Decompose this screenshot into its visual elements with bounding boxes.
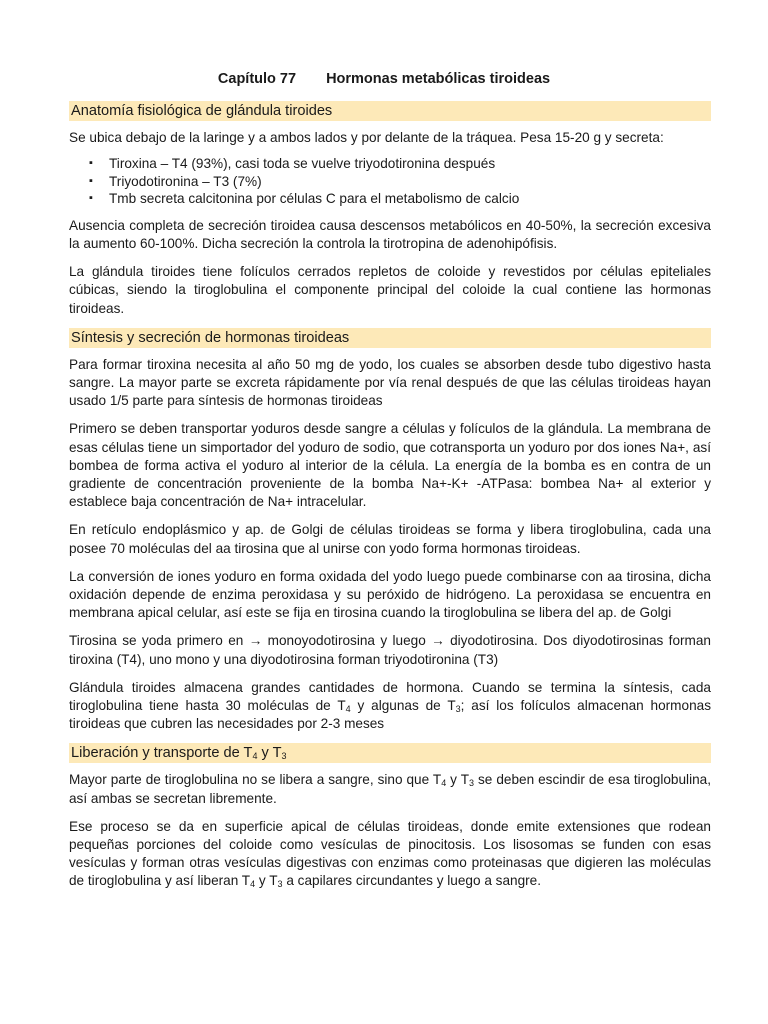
subscript: 4 xyxy=(250,879,256,890)
chapter-name: Hormonas metabólicas tiroideas xyxy=(326,71,551,87)
subscript: 4 xyxy=(441,778,447,789)
document-body xyxy=(69,101,711,901)
paragraph: Se ubica debajo de la laringe y a ambos lados y por delante de la tráquea. Pesa 15-20 g y secreta: xyxy=(69,130,664,145)
section-heading-sintesis: Síntesis y secreción de hormonas tiroideas xyxy=(69,328,711,348)
bullet-list xyxy=(69,155,711,208)
text-run: Mayor parte de tiroglobulina no se libera a sangre, sino que T xyxy=(69,772,442,788)
paragraph xyxy=(69,818,711,891)
paragraph: Primero se deben transportar yoduros desde sangre a células y folículos de la glándula. La membrana de esas células tiene un simportador del yoduro de sodio, que cotransporta un yoduro por dos iones Na+, así bombea de forma activa el yoduro al interior de la célula. La energía de la bomba es en contra de un gradiente de concentración proveniente de la bomba Na+-K+ -ATPasa: bombea Na+ al exterior y establece baja concentración de Na+ intracelular. xyxy=(69,421,711,510)
text-run: Liberación y transporte de T xyxy=(71,745,253,762)
paragraph: En retículo endoplásmico y ap. de Golgi de células tiroideas se forma y libera tiroglobulina, cada una posee 70 moléculas del aa tirosina que al unirse con yodo forma hormonas tiroideas. xyxy=(69,522,711,556)
section-heading-anatomia: Anatomía fisiológica de glándula tiroides xyxy=(69,101,711,121)
text-run: y T xyxy=(257,745,282,762)
text-run: ; así los folículos almacenan hormonas tiroideas que cubren las necesidades por 2-3 meses xyxy=(69,697,711,732)
paragraph: Para formar tiroxina necesita al año 50 mg de yodo, los cuales se absorben desde tubo digestivo hasta sangre. La mayor parte se excreta rápidamente por vía renal después de que las células tiroideas hayan usado 1/5 parte para síntesis de hormonas tiroideas xyxy=(69,356,711,409)
list-item: ▪ Tmb secreta calcitonina por células C para el metabolismo de calcio xyxy=(109,190,711,208)
paragraph: La glándula tiroides tiene folículos cerrados repletos de coloide y revestidos por células epiteliales cúbicas, siendo la tiroglobulina el componente principal del coloide la cual contiene las hormonas tiroideas. xyxy=(69,264,711,316)
chapter-number: Capítulo 77 xyxy=(217,71,297,87)
subscript: 4 xyxy=(345,703,351,714)
paragraph: Ausencia completa de secreción tiroidea causa descensos metabólicos en 40-50%, la secreción excesiva la aumento 60-100%. Dicha secreción la controla la tirotropina de adenohipófisis. xyxy=(69,217,711,251)
list-item: ▪ Tiroxina – T4 (93%), casi toda se vuelve triyodotironina después xyxy=(109,155,711,173)
subscript: 3 xyxy=(469,778,475,789)
text-run: Ese proceso se da en superficie apical de células tiroideas, donde emite extensiones que rodean pequeñas porciones del coloide como vesículas de pinocitosis. Los lisosomas se funden con esas vesículas y forman otras vesículas digestivas con enzimas como proteinasas que digieren las moléculas de tiroglobulina y así liberan T xyxy=(69,818,711,889)
text-run: Glándula tiroides almacena grandes cantidades de hormona. Cuando se termina la síntesis, cada tiroglobulina tiene hasta 30 moléculas de T xyxy=(69,679,711,713)
text-run: y T xyxy=(255,873,278,889)
text-run: y T xyxy=(446,772,470,788)
paragraph: Tirosina se yoda primero en → monoyodotirosina y luego → diyodotirosina. Dos diyodotirosinas forman tiroxina (T4), uno mono y una diyodotirosina forman triyodotironina (T3) xyxy=(69,633,711,667)
text-run: a capilares circundantes y luego a sangre. xyxy=(282,873,541,889)
subscript: 3 xyxy=(281,751,287,762)
paragraph xyxy=(69,771,711,807)
paragraph xyxy=(69,679,711,734)
text-run: se deben escindir de esa tiroglobulina, así ambas se secretan libremente. xyxy=(69,772,711,806)
list-item: ▪ Triyodotironina – T3 (7%) xyxy=(109,173,711,191)
chapter-title xyxy=(0,71,768,87)
section-heading-liberacion xyxy=(69,743,711,763)
subscript: 4 xyxy=(252,751,258,762)
paragraph: La conversión de iones yoduro en forma oxidada del yodo luego puede combinarse con aa tirosina, dicha oxidación depende de enzima peroxidasa y su peróxido de hidrógeno. La peroxidasa se encuentra en membrana apical celular, así este se fija en tirosina cuando la tiroglobulina se libera del ap. de Golgi xyxy=(69,568,711,621)
text-run: y algunas de T xyxy=(350,697,456,713)
subscript: 3 xyxy=(277,879,283,890)
subscript: 3 xyxy=(455,703,461,714)
